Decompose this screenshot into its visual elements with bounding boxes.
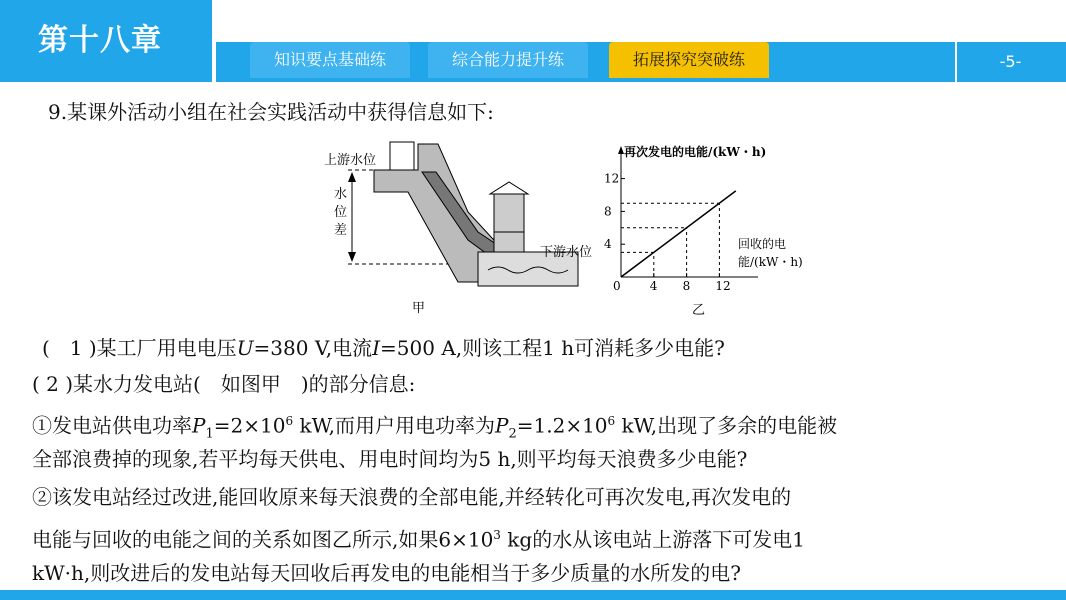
- question-item2-line1: ②该发电站经过改进,能回收原来每天浪费的全部电能,并经转化可再次发电,再次发电的: [32, 485, 792, 509]
- chart-y-tick-label: 4: [604, 237, 612, 252]
- question-item2-line3: kW·h,则改进后的发电站每天回收后再发电的电能相当于多少质量的水所发的电?: [32, 561, 741, 585]
- downstream-label: 下游水位: [540, 245, 593, 260]
- chart-x-tick-label: 12: [715, 279, 731, 293]
- level-diff-char-1: 水: [334, 187, 348, 202]
- tab-comprehensive-practice[interactable]: 综合能力提升练: [428, 42, 588, 78]
- tab-extension-practice[interactable]: 拓展探究突破练: [609, 42, 769, 78]
- bottom-bar: [0, 590, 1066, 600]
- level-diff-char-2: 位: [334, 205, 348, 220]
- tab-basic-practice[interactable]: 知识要点基础练: [250, 42, 410, 78]
- chart-ylabel: 再次发电的电能/(kW・h): [624, 145, 767, 159]
- page-number: -5-: [999, 52, 1022, 71]
- problem-intro: 9.某课外活动小组在社会实践活动中获得信息如下:: [48, 100, 494, 124]
- question-part1: ( 1 )某工厂用电电压U=380 V,电流I=500 A,则该工程1 h可消耗多少电能?: [42, 336, 725, 360]
- chart-x-tick-label: 8: [682, 279, 691, 293]
- chart-recovered-energy: [604, 144, 803, 318]
- question-item2-line2: 电能与回收的电能之间的关系如图乙所示,如果$6\times 10^3$ kg的水从该电站上游落下可发电1: [32, 527, 805, 552]
- chart-x-tick-label: 4: [649, 279, 658, 293]
- upstream-label: 上游水位: [324, 153, 377, 168]
- chart-y-tick-label: 12: [604, 171, 620, 186]
- question-item1-line2: 全部浪费掉的现象,若平均每天供电、用电时间均为5 h,则平均每天浪费多少电能?: [32, 447, 748, 471]
- caption-jia: 甲: [412, 301, 426, 316]
- chart-xlabel-line1: 回收的电: [738, 237, 787, 251]
- question-part2: ( 2 )某水力发电站( 如图甲 )的部分信息:: [32, 372, 416, 396]
- figures: [318, 132, 818, 322]
- question-item1-line1: ①发电站供电功率$P_1=2\times 10^6$ kW,而用户用电功率为$P_2=1.2\times 10^6$ kW,出现了多余的电能被: [32, 413, 838, 442]
- chapter-title: 第十八章: [0, 0, 212, 82]
- chart-series-line: [621, 191, 736, 277]
- chart-xlabel-line2: 能/(kW・h): [738, 255, 803, 269]
- chart-y-tick-label: 8: [604, 204, 612, 219]
- level-diff-char-3: 差: [334, 223, 348, 238]
- figure-dam: [324, 142, 592, 316]
- chart-origin-label: 0: [613, 279, 621, 293]
- header: [0, 0, 1066, 86]
- chart-caption: 乙: [692, 303, 706, 318]
